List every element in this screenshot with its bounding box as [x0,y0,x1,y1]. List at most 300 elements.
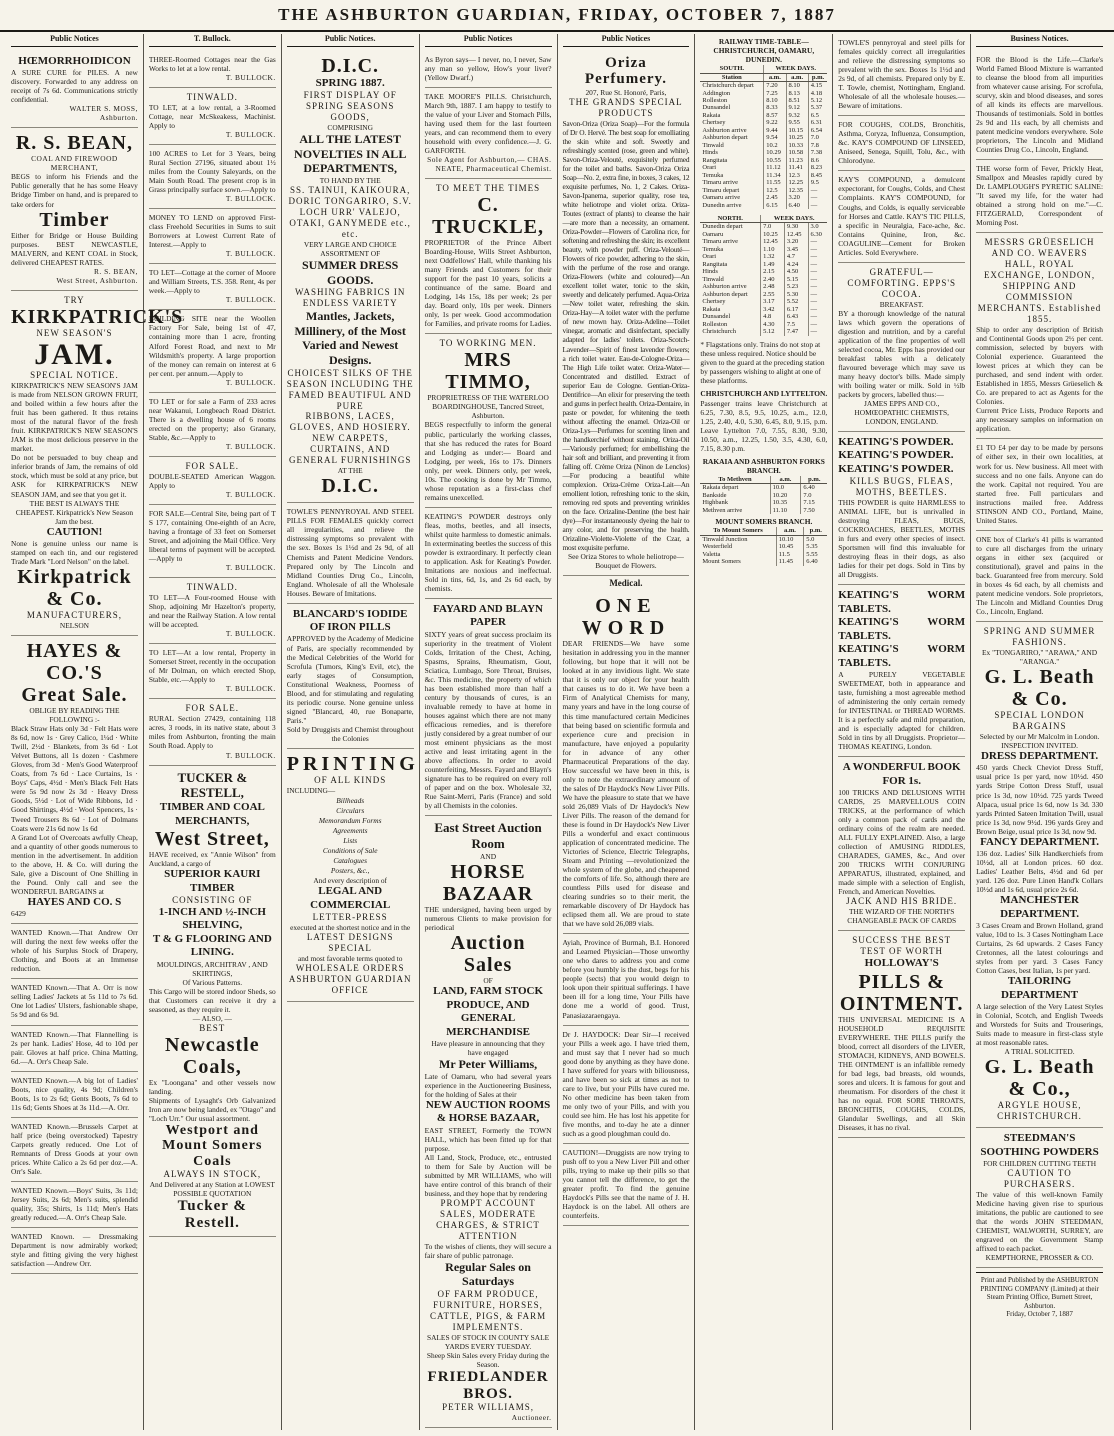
timetable-header-cell: a.m. [776,527,804,535]
blancard-ad [287,604,414,749]
ad-subtitle: COAL AND FIREWOOD MERCHANT, [31,154,118,173]
timetable-station: Orari [702,253,717,261]
printing-list-item: Lists [343,835,358,845]
timetable-time: 7.20 [764,82,786,90]
ad-body: BY a thorough knowledge of the natural laws which govern the operations of digestion and nutrition, and by a careful application of the fine properties of well selected cocoa, Mr. Epps has provided our breakfast tables with a delicately flavoured beverage which may save us many heavy doctor's bills. Made simply with boiling water or milk. Sold in ½lb packets by grocers, labelled thus:— [838,308,966,399]
timetable-row [700,172,827,179]
timetable-time: 12.25 [786,179,808,186]
timetable-time: — [808,268,827,275]
wanted-ad [11,1118,138,1182]
timetable-note: * Flagstations only. Trains do not stop at these unless required. Notice should be given to the guard at the preceding station by passengers wishing to alight at one of these platforms. [700,339,825,385]
timetable-station: Addington [702,89,731,97]
timetable-time: — [808,328,827,335]
timetable-station: Valetta [702,550,721,558]
ad-body: MONEY TO LEND on approved First-class Freehold Securities in Sums to suit Borrowers at Lowest Current Rate of Interest.—Apply to [148,213,276,250]
ad-body: ONE box of Clarke's 41 pills is warranted to cure all discharges from the urinary organs in either sex (acquired or constitutional), gravel and pains in the back. Guaranteed free from mercury. Sold in boxes 4s 6d each, by all chemists and patent medicine vendors. Sole proprietors, The Lincoln and Midland Counties Drug Co., Lincoln, England. [976,534,1103,616]
ad-regular: Regular Sales on Saturdays [445,1259,531,1289]
timetable-station: Ashburton arrive [702,283,747,291]
ad-signature: HAYES AND CO. S [27,895,122,908]
ad-title: MRS TIMMO, [445,349,531,394]
timetable-row [700,313,827,320]
timetable-station: Temuka [702,171,724,179]
ad-name: HOLLOWAY'S [864,957,939,970]
ad-title: East Street Auction Room [434,820,542,852]
timetable-time: — [808,246,827,253]
ad-body: WANTED Known.—Boys' Suits, 3s 11d; Jersey Suits, 2s 6d; Men's suits, splendid quality, 35s; Shirts, 1s 11d; Men's Hats greatly reduced.—A. Orr's Cheap Sale. [11,1185,138,1223]
printing-list-item: Catalogues [333,856,368,866]
ad-westport: Westport and Mount Somers Coals [162,1122,263,1169]
ad-best: BEST [199,1022,226,1033]
timetable-time: 8.10 [764,97,786,104]
ad-title: D.I.C. [321,54,380,77]
printing-list [287,796,414,875]
timetable-station: Oamaru [702,230,724,238]
ad-body: FOR COUGHS, COLDS, Bronchitis, Asthma, Coryza, Influenza, Consumption, &c. KAY'S COMPOUND OF LINSEED, Aniseed, Senega, Squill, Tolu, &c., with Chlorodyne. [838,120,966,166]
timetable-time: — [808,194,827,201]
ad-signature: JAMES EPPS AND CO., HOMŒOPATHIC CHEMISTS, LONDON, ENGLAND. [854,398,949,426]
column-heading: Business Notices. [976,34,1103,47]
timetable-row [700,253,827,260]
ad-body: APPROVED by the Academy of Medicine of Paris, are specially recommended by the Medical Celebrities of the World for Scrofula (Tumors, King's Evil, etc), the early stages of Consumption, Constitutional Weakness, Poorness of Blood, and for stimulating and regulating its periodic course. None genuine unless signed "Blancard, 40, rue Bonaparte, Paris." [286,634,414,725]
timetable-time: — [808,291,827,298]
timetable-time: 12.35 [786,187,808,194]
bullock-notice [149,145,276,209]
ad-body: KEATING'S POWDER destroys only fleas, moths, beetles, and all insects, whilst quite harmless to domestic animals. In exterminating beetles the success of this powder is extraordinary. It perfectly clean to application. Ask for Keating's Powder. Imitations are noxious and ineffectual. Sold in tins, 6d, 1s, and 2s 6d each, by chemists. [424,511,552,593]
ad-role: MANUFACTURERS, [26,610,122,621]
timetable-time: 5.52 [784,298,808,305]
timetable-time: — [808,313,827,320]
timetable-station: Tinwald [702,141,724,149]
column-2 [144,34,282,1430]
bullock-notice [149,51,276,88]
ad-patterns: Of Various Patterns. [182,977,243,987]
timetable-time: — [808,276,827,283]
timetable-time: 1.10 [761,246,785,253]
timetable-time: 6.5 [808,112,827,119]
ad-sales: Auction Sales [450,932,526,977]
timetable-station: Ashburton arrive [702,126,747,134]
timetable-station: Chertsey [702,119,726,127]
ad-selected: Selected by our Mr Malcolm in London. [979,731,1100,741]
ad-try: TRY [64,294,85,305]
timetable-time: 10.15 [786,127,808,134]
timetable-row [700,276,827,283]
ad-subheading: SPECIAL NOTICE. [30,370,119,381]
towle-ad [287,503,414,603]
timetable-time: 4.7 [784,253,808,260]
timetable-station: Rangitata [702,260,728,268]
ad-auctioneer: Auctioneer. [511,1412,552,1422]
ad-latest: LATEST DESIGNS [306,931,394,942]
ad-office-2: OFFICE [331,984,369,995]
towle-ad [838,34,965,116]
ad-body: RURAL Section 27429, containing 118 acres, 3 roods, in its native state, about 3 miles from Ashburton, fronting the main South Road. Apply to [148,714,276,751]
ad-carpets: NEW CARPETS, CURTAINS, AND GENERAL FURNISHINGS [288,433,412,466]
timetable-station: Timaru arrive [702,238,739,246]
moore-ad [425,88,552,179]
ad-body: CAUTION!—Druggists are now trying to push off to you a New Liver Pill and other pills, trying to make up their pills so that you cannot tell the difference, to get the greater profit. To find the genuine Haydock's Pills see that the name of J. H. Haydock is on the label. All others are counterfeits. [562,1147,690,1221]
ad-body: WANTED Known. — Dressmaking Department is now admirably worked; style and fitting giving the very highest satisfaction —Andrew Orr. [11,1232,138,1269]
timetable-time: 3.17 [761,298,785,305]
timetable-time: 5.55 [804,551,828,558]
timetable-time: — [808,253,827,260]
timetable-time: — [808,261,827,268]
steedman-ad [976,1128,1103,1268]
keating-ad [425,508,552,599]
ad-subheading: OBLIGE BY READING THE FOLLOWING :- [29,706,120,725]
timetable-time: — [808,306,827,313]
ad-title: STEEDMAN'S SOOTHING POWDERS [980,1132,1099,1158]
ad-headline: Timber [39,208,110,231]
ad-signature: T. BULLOCK. [225,194,276,204]
timetable-somers [700,527,827,565]
ad-body: THREE-Roomed Cottages near the Gas Works to let at a low rental. [148,54,276,73]
ad-body: WANTED Known.—That A. Orr is now selling Ladies' Jackets at 5s 11d to 7s 6d. One lot Ladies' Ulsters, fashionable shape, 5s 9d and 6s 9d. [11,983,138,1020]
verse-ad [425,51,552,88]
ad-section-body: 136 doz. Ladies' Silk Handkerchiefs from 10½d, all at London prices. 60 doz. Ladies' Leather Belts, 4½d and 6d per yard. 126 doz. Pure Linen Hand'k Collars 10½d and 1s 6d, usual price 2s 6d. [976,849,1103,895]
wanted-ad [11,924,138,979]
ad-items: Black Straw Hats only 3d · Felt Hats were 8s 6d, now 1s · Grey Calico, 1¼d · White Twill, 2½d · Blankets, from 3s 6d · Lot Velvet Buttons, all 1s dozen · Cashmere Gloves, from 3d · Men's Good Waterproof Coats, from 7s 6d · Lace Curtains, 1s · Boys' Caps, 4½d · Men's Black Felt Hats were 5s 9d now 2s 3d · Heavy Dress Goods, 5½d · Lot of Wide Ribbons, 1d · Good Shirtings, 4½d · Wool Spencers, 1s · Tweed Trousers 8s 6d · Lot of Dolmans Coats were 21s 6d now 1s 6d [11,724,138,833]
grueselich-ad [976,233,1103,439]
timetable-title: CHRISTCHURCH AND LYTTELTON. [700,388,828,398]
ad-title: C. TRUCKLE, [432,194,545,239]
ad-letter: LETTER-PRESS [312,911,388,922]
timmo-ad [425,334,552,507]
haydock-ad [563,1026,690,1144]
timetable-time: 9.22 [764,119,786,126]
timetable-station: Bankside [702,491,727,499]
ad-sheep: Sheep Skin Sales every Friday during the Season. [426,1350,550,1369]
timetable-station: Hinds [702,149,718,157]
ad-signature: WALTER S. MOSS, [69,104,138,114]
section-heading: Medical. [609,578,643,589]
ad-office: ASHBURTON GUARDIAN [288,973,412,984]
ad-signature: R. S. BEAN, [93,266,138,276]
timetable-time: 11.23 [786,157,808,164]
timetable-header-cell: p.m. [801,476,827,484]
timetable-time: 10.10 [776,535,804,543]
worm-tablets-ad [838,585,965,757]
ad-heading: TO WORKING MEN. [439,338,537,349]
timetable-time: 9.55 [786,119,808,126]
ad-delivered: And Delivered at any Station at LOWEST POSSIBLE QUOTATION [149,1180,275,1199]
timetable-days: WEEK DAYS. [761,215,828,223]
timetable-time: 9.44 [764,127,786,134]
timetable-station: Chertsey [702,298,726,306]
ad-note: This Cargo will be stored indoor Sheds, so that Customers can receive it dry a seasoned, as they require it. [148,986,276,1014]
timetable-row [700,149,827,156]
ad-signature: T. BULLOCK. [225,129,276,139]
timetable-time: 3.45 [784,246,808,253]
timetable-row [700,97,827,104]
ad-footer: See Oriza Stores to whole heliotrope—Bouquet de Flowers. [567,552,684,571]
ad-slogan: THE BEST IS ALWAYS THE CHEAPEST. Kirkpatrick's New Season Jam the best. [15,498,134,526]
column-heading: Public Notices [425,34,552,47]
timetable-station: Rakaia depart [702,484,739,492]
timetable-station: Orari [702,164,717,172]
ad-body: Dr J. HAYDOCK: Dear Sir—I received your Pills a week ago. I have tried them, and must say that I never had so much good done by anything as they have done. I have suffered for years with biliousness, and have been so sick at times as not to care to live, but your Pills have cured me. No other medicine has been taken from me only two of your Pills, and with you could see him. He has lost his appetite for five months, and to-day he ate a dinner such as a good ploughman could do. [562,1029,690,1138]
ad-title: TUCKER & RESTELL, [177,769,248,801]
ad-at: AT THE [337,466,363,476]
ad-kills: KILLS BUGS, FLEAS, MOTHS, BEETLES. [849,476,954,498]
ad-title: BLANCARD'S IODIDE OF IRON PILLS [292,607,408,634]
ad-executed: executed at the shortest notice and in the [290,922,411,932]
timetable-row [700,291,827,298]
ad-caution: CAUTION TO PURCHASERS. [1003,1168,1076,1189]
timetable-row [700,142,827,149]
column-8 [971,34,1108,1430]
ad-body: TAKE MOORE'S PILLS. Christchurch, March 9th, 1887. I am happy to testify to the value of your Liver and Stomach Pills, having used them for the last fourteen years, and can recommend them to every household with every confidence.—J. G. GARFORTH. [424,91,552,156]
ad-heading: FOR SALE. [185,460,240,471]
ad-street: West Street, [154,828,270,851]
ad-signature: T. BULLOCK. [225,750,276,760]
ad-sold: Sold by Druggists and Chemist throughout the Colonies [286,724,414,743]
ad-body: WANTED Known.—Brussels Carpet at half price (being overstocked) Tapestry Carpets greatly reduced. One Lot of Remnants of Dress Goods at your own prices. White Calico a 2s 6d per doz.—A. Orr's Sale. [11,1121,138,1176]
ad-and: AND [480,852,497,862]
timetable-header-cell: a.m. [764,73,786,81]
timetable-row [700,179,827,186]
holloway-ad [838,931,965,1138]
ad-wishes: To the wishes of clients, they will secure a fair share of public patronage. [424,1241,552,1260]
timetable-row [700,82,827,90]
ad-title-repeat: KEATING'S WORM TABLETS. [838,643,966,669]
ad-body: TOWLE'S pennyroyal and steel pills for females quickly correct all irregularities and relieve the distressing symptoms so prevalent with the sex. Boxes 1s 1½d and 2s 9d, of all chemists. Prepared only by E. T. Towle, chemist, Nottingham, England. Wholesale of all the wholesale houses.—Beware of imitations. [838,38,966,111]
timetable-caption-row [700,215,827,223]
bullock-notice [149,699,276,765]
timetable-time: 6.40 [786,202,808,209]
ad-land: LAND, FARM STOCK PRODUCE, AND GENERAL MERCHANDISE [433,985,544,1038]
timetable-station: Oamaru arrive [702,194,741,202]
timetable-header-cell: a.m. [770,476,801,484]
book-ad [838,757,965,931]
ad-mouldings: MOULDINGS, ARCHITRAV , AND SKIRTINGS, [156,959,268,978]
ad-address: ARGYLE HOUSE, CHRISTCHURCH. [997,1100,1082,1122]
timetable-time: 11.45 [776,558,804,565]
ad-title-2: HORSE BAZAAR [442,861,534,906]
ad-section-body: A large selection of the Very Latest Styles in Colonial, Scotch, and English Tweeds and Worsteds for Suits and Trouserings, Suits made to measure in first-class style at most reasonable rates. [976,1002,1103,1048]
timetable-body [700,82,827,209]
timetable-time: 10.20 [770,492,801,499]
timetable-station: Dunsandel [702,313,731,321]
ad-every: And every description of [313,876,388,886]
ad-consisting: CONSISTING OF [172,894,253,905]
timetable-time: 6.31 [808,119,827,126]
ad-body: DEAR FRIENDS—We have some hesitation in addressing you in the manner following, but hope that it will not be looked at in any invidious light. We state that it is only our object for your health that causes us to do it. We have been a Firm of Analytical Chemists for many, many years and have in the long course of this time manufactured certain Medicines that being based on scientific formula and experience cure and precision in manufacture, have enjoyed a popularity for in advance of any other Pharmaceutical Preparations of the day. How successful we have been in this, is only to note the extraordinary amount of the sales of Dr Haydock's New Liver Pills. We have the pleasure to state that we have sold 26,089 Vials of Dr Haydock's New Liver Pills. The reason of the demand for these is found in Dr Haydock's New Liver Pills a wonderful and exact continuous application of concentrated medicine. The Victories of Science, Electric Telegraphs, Steam and Printing —revolutionized the whole system of the globe, and cheapened the comforts of life. So, although there are countless Pills used for disease and clearing sundries so to their merit, the remarkable discovery of Dr Haydock has eclipsed them all. We are proud to state that we have sold 26,089 vials. [562,639,690,929]
ad-body: TO LET or for sale a Farm of 233 acres near Wakanui, Longbeach Road District. There is a dwelling house of 6 rooms erected on the property; also Granary, Stable, &c.—Apply to [148,396,276,442]
ad-ribbons: RIBBONS, LACES, GLOVES, AND HOSIERY. [289,411,411,433]
timetable-time: — [808,298,827,305]
ad-special: SPECIAL LONDON BARGAINS [994,710,1085,731]
ad-success: SUCCESS THE BEST TEST OF WORTH [852,935,952,957]
timetable-north [700,215,827,336]
timetable-row [700,194,827,201]
timetable-time: 10.25 [786,134,808,141]
kays-ad [838,171,965,262]
timetable-body [700,535,827,565]
coughs-ad [838,116,965,171]
ad-solicit: A TRIAL SOLICITED. [1004,1047,1075,1057]
timetable-header-cell: To Methven [700,476,770,484]
timetable-time: 10.0 [770,484,801,492]
ad-body: The value of this well-known Family Medicine having given rise to spurious imitations, the public are cautioned to see that the words JOHN STEEDMAN, CHEMIST, WALWORTH, SURREY, are engraved on the Government Stamp affixed to each packet. [976,1189,1103,1254]
timetable-days: WEEK DAYS. [764,65,827,73]
timetable-station: Rakaia [702,111,721,119]
ad-title: Oriza Perfumery. [584,54,667,88]
ad-special: SPECIAL [328,942,372,953]
ad-all: All Land, Stock, Produce, etc., entrusted to them for Sale by Auction will be submitted by MR WILLIAMS, who will have entire control of this branch of their business, and they hope that by rendering [424,1152,552,1198]
timetable-header-row [700,527,827,535]
ad-body: BEGS respectfully to inform the general public, particularly the working classes, that she has reduced the rates for Board and Lodging as under:— Board and Lodging, per week, 16s to 17s. Dinners only, per week. Dinners only, per week, 10s. The cooking is done by Mr Timmo, whose reputation as a first-class chef remains unexcelled. [424,420,552,502]
timetable-time: 10.58 [786,149,808,156]
timetable-header-cell: a.m. [786,73,808,81]
ad-section-body: 450 yards Check Cheviot Dress Stuff, usual price 1s per yard, now 10½d. 450 yards Stripe Cotton Dress Stuff, usual price 1s 3d, now 10½d. 725 yards Tweed Alpaca, usual price 1s 6d, now 1s 3d. 330 yards Printed Sateen Imitation Twill, usual price 1s 3d, now 9½d. 196 yards Grey and Brown Beige, usual price 1s 3d, now 9d. [976,763,1103,836]
ad-farm: OF FARM PRODUCE, FURNITURE, HORSES, CATTLE, PIGS, & FARM IMPLEMENTS. [430,1289,547,1332]
timetable-row [700,558,827,565]
timetable-time: 4.24 [784,261,808,268]
timetable-title: RAKAIA AND ASHBURTON FORKS BRANCH. [702,456,825,475]
ad-ex: Ex "TONGARIRO," "ARAWA," AND "ARANGA." [982,647,1098,666]
timetable-station: Christchurch [702,328,736,336]
ad-for: FOR CHILDREN CUTTING TEETH [983,1158,1097,1168]
timetable-row [700,90,827,97]
timetable-time: 8.45 [808,172,827,179]
timetable-time: 3.20 [786,194,808,201]
timetable-time: 5.30 [784,291,808,298]
timetable-caption-row [700,65,827,73]
timetable-row [700,492,827,499]
timetable-time: 7.50 [801,507,827,514]
bean-ad [11,128,138,290]
ad-comprising: COMPRISING [327,123,373,133]
ad-body: Savon-Oriza (Oriza Soap)—For the formula of Dr O. Hervé. The best soap for emolliating the skin white and soft. Sweetly and refreshingly scented (rose, green and white). Savon-Oriza-Velouté, exquisitely perfumed for the toilet and baths. Savon-Oriza Oriza Soap—No. 2, extra fine, in boxes, 3 cakes, 12 exquisite perfumes, No. 1, 2 Cakes. Oriza-Savon-Ipanema, superior quality, rose tea, white heliotrope and violet oriza. Oriza-Toutes (extract of plants) to cleanse the hair—are more than a necessity, an ornament. Oriza-Powder—Flowers of Carolina rice, for softening and refreshing the skin; its excellent beauty, with powder puff. Oriza-Velouté—Flowers of rice powder, adhering to the skin, with the perfume of the rose and orange. Oriza-Flowers (white and coloured)—An excellent toilet water, tonic to the skin, sweetly and delicately perfumed. Aqua-Oriza—New toilet water, refreshing the skin. Oriza-Hay—A toilet water with the perfume of new mown hay. Oriza-Adeline—Toilet vinegar, aromatic and disinfectant, specially adapted for ladies' toilets. Oriza-Scotch-Lavender—Spirit of finest lavender flowers; a rich toilet water. Eau-de-Cologne-Oriza—The High Life toilet water. Oriza-Water—Concentrated and distilled. Extract of superior Eau de Cologne. Gentian-Oriza-Dentifrice—An elixir for preserving the teeth and gums in perfect health. Oriza-Dentaire, in paste or powder, for whitening the teeth without affecting the enamel. Oriza-Oil or Oriza-Lys—Perfumes for scenting linen and the handkerchief without staining. Oriza-Oil—Variously perfumed; for embellishing the hair soft and brilliant, and preventing it from falling off. Crème Oriza (Ninon de Lenclos)—For producing a beautiful white complexion. Oriza-Crème Oriza-Lait—An emollient lotion, refreshing tonic to the skin, removing red spots and preventing wrinkles on the face. Orizaline-Dentine (the best hair dye)—For instantaneously dyeing the hair to any color, and for preserving the health. Orizaline-Violette-Violette of the Czar, a most exquisite perfume. [562,118,690,553]
timetable-header-cell: To Mount Somers [700,527,776,535]
ad-body: FOR SALE—Central Site, being part of T S 177, containing One-eighth of an Acre, having a frontage of 33 feet on Somerset Street, and adjoining the Mail Office. Very liberal terms of payment will be accepted.—Apply to [148,508,276,564]
ad-body: A SURE CURE for PILES. A new discovery. Forwarded to any address on receipt of 7s 6d. Communications strictly confidential. [11,68,138,105]
ad-late: Late of Oamaru, who had several years experience in the Auctioneering Business, for the holding of Sales at their [424,1071,552,1099]
ad-body: KAY'S COMPOUND, a demulcent expectorant, for Coughs, Colds, and Chest Complaints. KAY'S COMPOUND, for Coughs, and Colds, is equally serviceable for Horses and Cattle. KAY'S TIC PILLS, a specific in Neuralgia, Face-ache, &c. Contains Quinine, Iron, &c. COAGULINE—Cement for Broken Articles. Sold Everywhere. [838,175,966,257]
ad-headline: JAM. [34,337,115,371]
timetable-time: 5.35 [804,543,828,550]
tucker-restell-ad [149,766,276,1238]
ad-pleasure: Have pleasure in announcing that they have engaged [431,1038,545,1057]
timetable-time: 7.0 [761,223,785,231]
timetable-time: 5.12 [808,97,827,104]
ad-heading: SPRING AND SUMMER FASHIONS. [983,626,1096,647]
timetable-time: 8.57 [764,112,786,119]
ad-ships: SS. TAINUI, KAIKOURA, DORIC TONGARIRO, S.V. LOCH URR' VALEJO, OTAKI, GANYMEDE etc., etc. [288,185,412,239]
timetable-time: 12.45 [761,238,785,245]
ad-title-2: D.I.C. [321,475,380,498]
ad-signature: T. BULLOCK. [225,629,276,639]
timetable-time: 5.15 [784,276,808,283]
ad-body: A PURELY VEGETABLE SWEETMEAT, both in appearance and taste, furnishing a most agreeable method of administering the only certain remedy for INTESTINAL or THREAD WORMS. It is a perfectly safe and mild preparation, and is especially adapted for children. Sold in tins by all Druggists. Proprietor—THOMAS KEATING, London. [838,669,966,752]
timetable-row [700,499,827,506]
ad-season: SPRING 1887. [315,76,385,89]
ad-body: KIRKPATRICK'S NEW SEASON'S JAM is made from NELSON GROWN FRUIT, and boiled within a few hours after the fruit has been gathered. It thus retains most of the natural flavor of the fresh fruit. KIRKPATRICK'S NEW SEASON'S JAM is the most delicious preserve in the market. [11,381,138,454]
timetable-station: Rakaia [702,305,721,313]
timetable-time: 2.48 [761,283,785,290]
fever-ad [976,160,1103,233]
ad-landing: Ex "Loongana" and other vessels now landing. [148,1077,276,1096]
timetable-time: 6.15 [764,202,786,209]
timetable-header-cell: Station [700,73,763,81]
ad-kinds: OF ALL KINDS [314,774,387,785]
timetable-row [700,127,827,134]
wanted-ad [11,979,138,1025]
timetable-time: 7.25 [764,90,786,97]
timetable-time: 5.23 [784,283,808,290]
bullock-notice [149,264,276,310]
timetable-time: 9.12 [786,104,808,111]
imprint-text: Print and Published by the ASHBURTON PRINTING COMPANY (Limited) at their Steam Printing Office, Burnett Street, Ashburton. [980,1276,1099,1310]
ad-body: THIS UNIVERSAL MEDICINE IS A HOUSEHOLD REQUISITE EVERYWHERE. THE PILLS purify the blood, correct all disorders of the LIVER, STOMACH, KIDNEYS, AND BOWELS. THE OINTMENT is an infallible remedy for bad legs, bad breasts, old wounds, sores and ulcers. It is famous for gout and rheumatism. For disorders of the chest it has no equal. FOR SORE THROATS, BRONCHITIS, COUGHS, COLDS, Glandular Swellings, and all Skin Diseases, it has no rival. [838,1014,966,1133]
timetable-time: 4.15 [808,82,827,90]
printing-list-item: Circulars [336,805,365,815]
ad-body: PROPRIETOR of the Prince Albert Boarding-House, Wills Street Ashburton, next Oddfellows' Hall, while thanking his many Friends and Customers for their support for the past 10 years, solicits a continuance of the same. Board and Lodging, 14s 15s, 18s per week; 2s per day. Board only, 10s per week. Dinners only, 1s per week. Good accommodation for Families, and private rooms for Ladies. [424,238,552,329]
column-1 [6,34,184,1430]
ad-body: FOR the Blood is the Life.—Clarke's World Famed Blood Mixture is warranted to cleanse the blood from all impurities from whatever cause arising. For scrofula, scurvy, skin and blood diseases, and sores of all kinds its effects are marvellous. Thousands of testimonials. Sold in bottles 2s 9d and 11s each, by all chemists and patent medicine vendors everywhere. Sole proprietors, The Lincoln and Midland Counties Drug Co., Lincoln, England. [976,54,1103,155]
timetable-row [700,238,827,245]
ad-peter: PETER WILLIAMS, [442,1402,534,1412]
timetable-time: 7.0 [801,492,827,499]
keating-powder-ad [838,432,965,585]
timetable-time: 2.40 [761,276,785,283]
printer-imprint [976,1272,1103,1319]
timetable-time: 9.54 [764,134,786,141]
ad-signature: T. BULLOCK. [225,441,276,451]
ad-caution-body: None is genuine unless our name is stamped on each tin, and our registered Trade Mark "Lord Nelson" on the label. [11,539,138,567]
timetable-time: 7.8 [808,142,827,149]
ad-body: A Grand Lot of Overcoats awfully Cheap, and a quantity of other goods numerous to mention in the advertisement. In addition to the above, H. & Co. will during the Sale, give a Discount of One Shilling in the Pound. Only call and see the WONDERFUL BARGAINS at [11,832,138,896]
ad-brand: KIRKPATRICK'S [11,305,184,328]
ad-section: DRESS DEPARTMENT. [980,750,1099,762]
ad-title: MESSRS GRÜESELICH AND CO. WEAVERS HALL, ROYAL EXCHANGE, LONDON, SHIPPING AND COMMISSION MERCHANTS. Established 1855. [977,237,1102,325]
ad-signature: T. BULLOCK. [225,684,276,694]
ad-merchants: MERCHANTS, [175,814,250,827]
column-heading: Public Notices [563,34,690,47]
timetable-time: 2.45 [764,194,786,201]
bullock-notice [149,505,276,578]
ad-stock: SALES OF STOCK IN COUNTY SALE YARDS EVERY TUESDAY. [426,1332,550,1351]
timetable-time: 3.42 [761,306,785,313]
ad-signature: T. BULLOCK. [225,489,276,499]
ad-jack: JACK AND HIS BRIDE. [846,896,958,907]
ad-body: TO LET—At a low rental, Property in Somerset Street, recently in the occupation of Mr Dolman, on which erected Shop, Stable, etc.—Apply to [148,648,276,685]
ad-footer: KEMPTHORNE, PROSSER & CO. [985,1253,1094,1263]
printing-list-item: Posters, &c., [330,866,370,876]
ad-address: 207, Rue St. Honoré, Paris, [585,87,667,97]
column-heading: Public Notices. [287,34,414,47]
ad-invite: INSPECTION INVITED. [1001,740,1078,750]
timetable-time: 10.55 [764,157,786,164]
ad-section: MANCHESTER DEPARTMENT. [1000,894,1080,920]
column-heading: Public Notices [11,34,138,47]
timetable-station: Hinds [702,268,718,276]
timetable-station: Temuka [702,245,724,253]
timetable-row [700,261,827,268]
ad-title-repeat: KEATING'S WORM TABLETS. [838,616,966,642]
timetable-time: 7.38 [808,149,827,156]
ad-body: WANTED Known.—That Andrew Orr will during the next few weeks offer the whole of his Surplus Stock of Drapery, Clothing, and Boots at an Immense reduction. [11,928,138,974]
timetable-body [700,484,827,514]
timetable-title: MOUNT SOMERS BRANCH. [715,517,813,527]
ad-place: TINWALD. [186,91,238,102]
ad-coals: Newcastle Coals, [165,1033,260,1078]
ad-body: THE undersigned, having been urged by numerous Clients to make provision for periodical [424,905,552,933]
ad-silks: CHOICEST SILKS OF THE SEASON INCLUDING THE FAMED BEAUTIFUL AND PURE [286,367,414,411]
ad-title: HŒMORRHOIDICON [18,54,131,67]
timetable-station: Rangitata [702,156,728,164]
